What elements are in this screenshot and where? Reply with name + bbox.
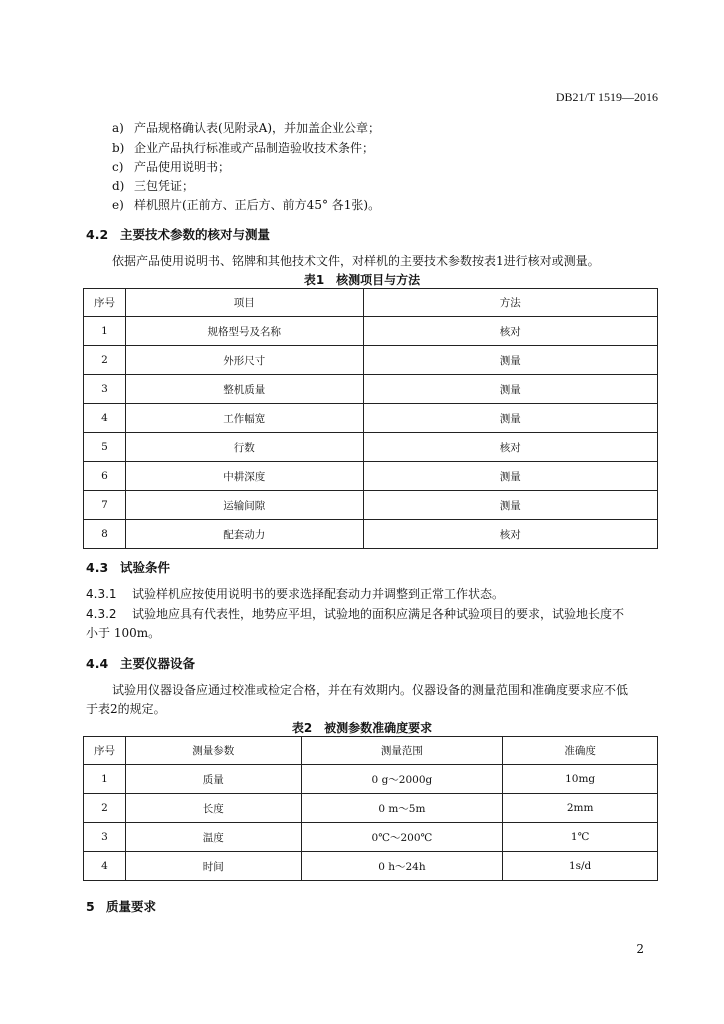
section-heading-5 [86,897,156,915]
standard-number: DB21/T 1519—2016 [555,90,658,104]
paragraph-continued: 于表2的规定。 [86,702,166,716]
table1-caption: 表1 核测项目与方法 [303,273,421,287]
table-cell: 2 [84,346,126,375]
table-header-cell: 序号 [84,737,126,765]
table-cell: 3 [84,375,126,404]
table-cell: 1 [84,765,126,794]
table-cell: 温度 [125,823,301,852]
table-cell: 核对 [363,433,657,462]
table-cell: 运输间隙 [125,491,363,520]
table-cell: 测量 [363,491,657,520]
clause-4-3-2 [86,605,624,622]
list-item [112,139,374,156]
table-cell: 7 [84,491,126,520]
table-cell: 0 h～24h [301,852,503,881]
list-item-text: 产品使用说明书； [134,160,231,174]
table-cell: 长度 [125,794,301,823]
table-row [84,404,658,433]
section-heading-4-2 [86,225,270,243]
table-header-cell: 测量范围 [301,737,503,765]
table-row [84,375,658,404]
table-header-row [84,289,658,317]
list-item [112,196,380,213]
list-item [112,177,194,194]
list-item-label: e) [112,198,124,212]
list-item-text: 三包凭证； [134,179,195,193]
table2-caption: 表2 被测参数准确度要求 [291,721,433,735]
table-row [84,520,658,549]
paragraph: 试验用仪器设备应通过校准或检定合格，并在有效期内。仪器设备的测量范围和准确度要求应不低 [112,683,629,697]
table-cell: 1℃ [503,823,658,852]
table2 [83,736,658,881]
table-cell: 测量 [363,462,657,491]
table-cell: 整机质量 [125,375,363,404]
table-row [84,765,658,794]
table-header-cell: 准确度 [503,737,658,765]
table-cell: 2mm [503,794,658,823]
list-item-text: 样机照片(正前方、正后方、前方45° 各1张)。 [134,198,381,212]
section-number: 5 [86,899,95,914]
table-row [84,346,658,375]
table-cell: 核对 [363,520,657,549]
section-title: 主要技术参数的核对与测量 [120,227,271,242]
table-cell: 6 [84,462,126,491]
list-item-label: b) [112,141,125,155]
section-heading-4-4 [86,654,195,672]
list-item-text: 产品规格确认表(见附录A)，并加盖企业公章； [134,121,381,135]
clause-4-3-1 [86,585,504,602]
table-cell: 0℃～200℃ [301,823,503,852]
list-item [112,119,380,136]
table-cell: 0 m～5m [301,794,503,823]
table-cell: 行数 [125,433,363,462]
clause-text: 试验地应具有代表性，地势应平坦，试验地的面积应满足各种试验项目的要求，试验地长度不 [132,607,625,621]
table-cell: 3 [84,823,126,852]
section-heading-4-3 [86,558,170,576]
table-cell: 核对 [363,317,657,346]
table-cell: 4 [84,852,126,881]
table-cell: 测量 [363,375,657,404]
table-header-cell: 测量参数 [125,737,301,765]
section-number: 4.4 [86,656,109,671]
clause-text: 试验样机应按使用说明书的要求选择配套动力并调整到正常工作状态。 [132,587,505,601]
table-row [84,433,658,462]
section-number: 4.3 [86,560,109,575]
clause-number: 4.3.2 [86,607,117,621]
table-cell: 测量 [363,346,657,375]
table-row [84,823,658,852]
table-cell: 10mg [503,765,658,794]
table-cell: 外形尺寸 [125,346,363,375]
table1 [83,288,658,549]
table-cell: 配套动力 [125,520,363,549]
table-header-cell: 序号 [84,289,126,317]
table-cell: 工作幅宽 [125,404,363,433]
clause-text-continued: 小于 100m。 [86,626,161,640]
table-cell: 1s/d [503,852,658,881]
table-cell: 2 [84,794,126,823]
section-title: 试验条件 [120,560,171,575]
section-title: 质量要求 [106,899,157,914]
table-cell: 规格型号及名称 [125,317,363,346]
list-item-label: a) [112,121,124,135]
page-number: 2 [636,942,644,956]
table-header-cell: 方法 [363,289,657,317]
table-cell: 8 [84,520,126,549]
table-cell: 5 [84,433,126,462]
paragraph: 依据产品使用说明书、铭牌和其他技术文件，对样机的主要技术参数按表1进行核对或测量。 [112,254,600,268]
table-row [84,462,658,491]
table-cell: 0 g～2000g [301,765,503,794]
list-item-text: 企业产品执行标准或产品制造验收技术条件； [134,141,375,155]
table-cell: 中耕深度 [125,462,363,491]
table-header-cell: 项目 [125,289,363,317]
table-cell: 时间 [125,852,301,881]
clause-number: 4.3.1 [86,587,117,601]
list-item-label: c) [112,160,124,174]
table-row [84,491,658,520]
table-row [84,317,658,346]
table-cell: 4 [84,404,126,433]
section-title: 主要仪器设备 [120,656,196,671]
table-row [84,794,658,823]
table-row [84,852,658,881]
list-item [112,158,230,175]
section-number: 4.2 [86,227,109,242]
table-header-row [84,737,658,765]
list-item-label: d) [112,179,125,193]
table-cell: 质量 [125,765,301,794]
table-cell: 1 [84,317,126,346]
table-cell: 测量 [363,404,657,433]
